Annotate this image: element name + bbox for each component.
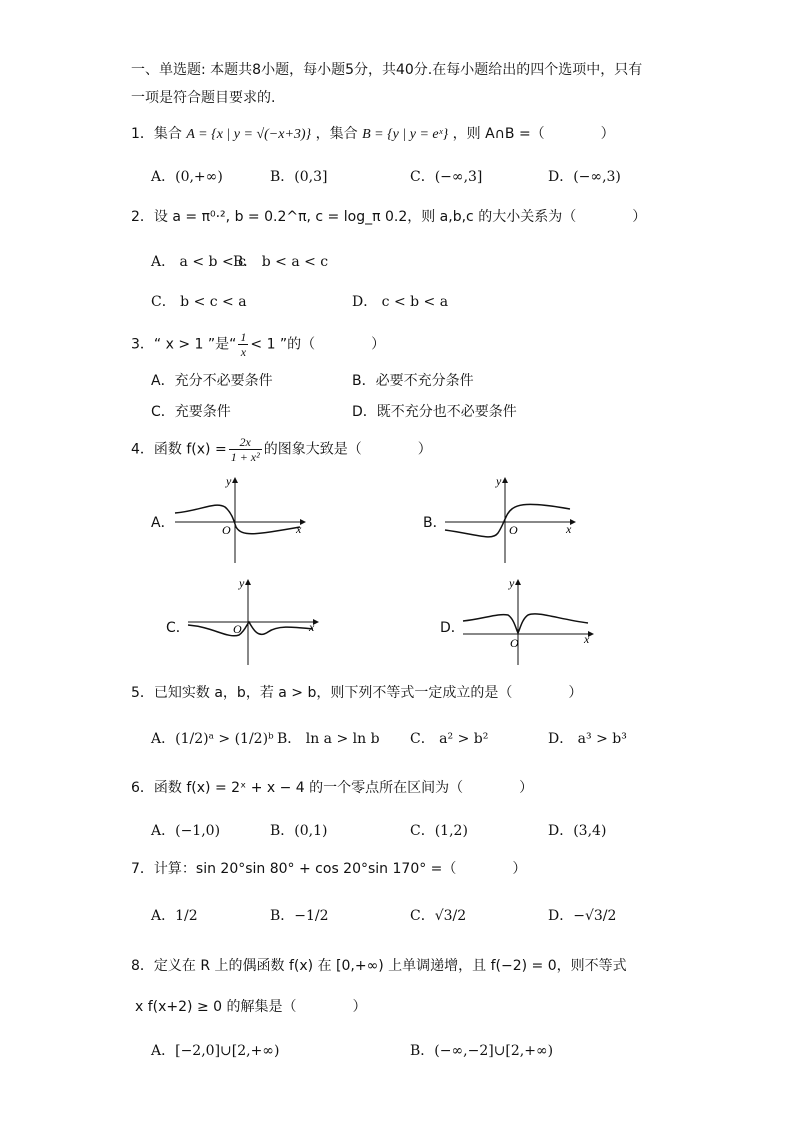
q5-option-b[interactable]: B． ln a > ln b <box>277 731 380 747</box>
q4c-x-label: x <box>309 620 315 634</box>
question-3-stem <box>131 330 385 359</box>
question-8-stem-line2: x f(x+2) ≥ 0 的解集是（ ） <box>135 999 367 1015</box>
question-1-stem <box>131 124 615 145</box>
q4-stem-post: 的图象大致是（ ） <box>263 441 432 458</box>
q3-option-c[interactable]: C．充要条件 <box>151 404 231 420</box>
q1-option-d[interactable]: D．(−∞,3) <box>548 169 621 185</box>
q3-stem-post: < 1 ”的（ ） <box>250 336 386 353</box>
q4-option-d-label[interactable]: D． <box>440 620 465 636</box>
q4-option-c-label[interactable]: C． <box>166 620 190 636</box>
q4d-origin-label: O <box>510 636 519 650</box>
q7-option-c[interactable]: C．√3/2 <box>410 908 467 924</box>
question-5-stem: 5．已知实数 a，b，若 a > b，则下列不等式一定成立的是（ ） <box>131 685 583 701</box>
q4-graph-b[interactable] <box>440 475 580 565</box>
q4c-origin-label: O <box>233 622 242 636</box>
q4a-y-label: y <box>226 475 232 488</box>
q6-option-b[interactable]: B．(0,1) <box>270 823 328 839</box>
q2-option-b[interactable]: B． b < a < c <box>233 254 329 270</box>
q4-stem-pre: 4．函数 f(x) = <box>131 441 227 458</box>
q4a-origin-label: O <box>222 523 231 537</box>
question-6-stem: 6．函数 f(x) = 2ˣ + x − 4 的一个零点所在区间为（ ） <box>131 780 534 796</box>
question-4-stem <box>131 435 432 464</box>
q3-fraction <box>238 330 248 359</box>
q3-option-d[interactable]: D．既不充分也不必要条件 <box>352 404 517 420</box>
q2-option-d[interactable]: D． c < b < a <box>352 294 449 310</box>
q4-frac-den: 1 + x² <box>230 450 260 464</box>
q7-option-a[interactable]: A．1/2 <box>151 908 198 924</box>
section-title-line2: 一项是符合题目要求的. <box>131 90 276 106</box>
q5-option-a[interactable]: A．(1/2)ᵃ > (1/2)ᵇ <box>151 731 274 747</box>
q4c-y-label: y <box>239 577 245 590</box>
q4-fraction <box>229 435 262 464</box>
q6-option-d[interactable]: D．(3,4) <box>548 823 607 839</box>
q3-frac-num: 1 <box>240 330 247 344</box>
q4-option-a-label[interactable]: A． <box>151 515 175 531</box>
q6-option-c[interactable]: C．(1,2) <box>410 823 468 839</box>
q4-graph-d[interactable] <box>458 577 598 667</box>
q4-graph-a[interactable] <box>170 475 310 565</box>
q4-frac-num: 2x <box>229 435 262 450</box>
q1-option-c[interactable]: C．(−∞,3] <box>410 169 483 185</box>
q8-option-a[interactable]: A．[−2,0]∪[2,+∞) <box>151 1043 280 1059</box>
section-title-line1: 一、单选题: 本题共8小题，每小题5分，共40分.在每小题给出的四个选项中，只有 <box>131 62 643 78</box>
q8-option-b[interactable]: B．(−∞,−2]∪[2,+∞) <box>410 1043 554 1059</box>
question-8-stem-line1: 8．定义在 R 上的偶函数 f(x) 在 [0,+∞) 上单调递增，且 f(−2) = 0，则不等式 <box>131 958 627 974</box>
q1-set-a: A = {x | y = √(−x+3)} <box>186 127 312 142</box>
q1-set-b: B = {y | y = eˣ} <box>362 127 449 142</box>
q3-frac-den: x <box>240 345 247 359</box>
q7-option-b[interactable]: B．−1/2 <box>270 908 329 924</box>
q1-option-a[interactable]: A．(0,+∞) <box>151 169 223 185</box>
q4b-origin-label: O <box>509 523 518 537</box>
q5-option-d[interactable]: D． a³ > b³ <box>548 731 627 747</box>
q6-option-a[interactable]: A．(−1,0) <box>151 823 221 839</box>
q2-option-a[interactable]: A． a < b < c <box>151 254 246 270</box>
question-7-stem: 7．计算：sin 20°sin 80° + cos 20°sin 170° =（ ） <box>131 861 527 877</box>
q2-option-c[interactable]: C． b < c < a <box>151 294 247 310</box>
q1-suffix: ，则 A∩B =（ ） <box>452 126 615 142</box>
q4d-x-label: x <box>584 632 590 646</box>
q5-option-c[interactable]: C． a² > b² <box>410 731 489 747</box>
q4d-y-label: y <box>509 577 515 590</box>
q3-option-b[interactable]: B．必要不充分条件 <box>352 373 474 389</box>
q4b-x-label: x <box>566 522 572 536</box>
q1-mid: ，集合 <box>315 126 358 142</box>
q7-option-d[interactable]: D．−√3/2 <box>548 908 617 924</box>
q3-option-a[interactable]: A．充分不必要条件 <box>151 373 273 389</box>
q4-option-b-label[interactable]: B． <box>423 515 447 531</box>
q4a-x-label: x <box>296 522 302 536</box>
q4b-y-label: y <box>496 475 502 488</box>
q1-option-b[interactable]: B．(0,3] <box>270 169 328 185</box>
question-2-stem: 2．设 a = π⁰·², b = 0.2^π, c = log_π 0.2，则 a,b,c 的大小关系为（ ） <box>131 209 647 225</box>
q1-prefix: 1．集合 <box>131 126 182 142</box>
q4-graph-c[interactable] <box>183 577 323 667</box>
q3-stem-pre: 3．“ x > 1 ”是“ <box>131 336 237 353</box>
